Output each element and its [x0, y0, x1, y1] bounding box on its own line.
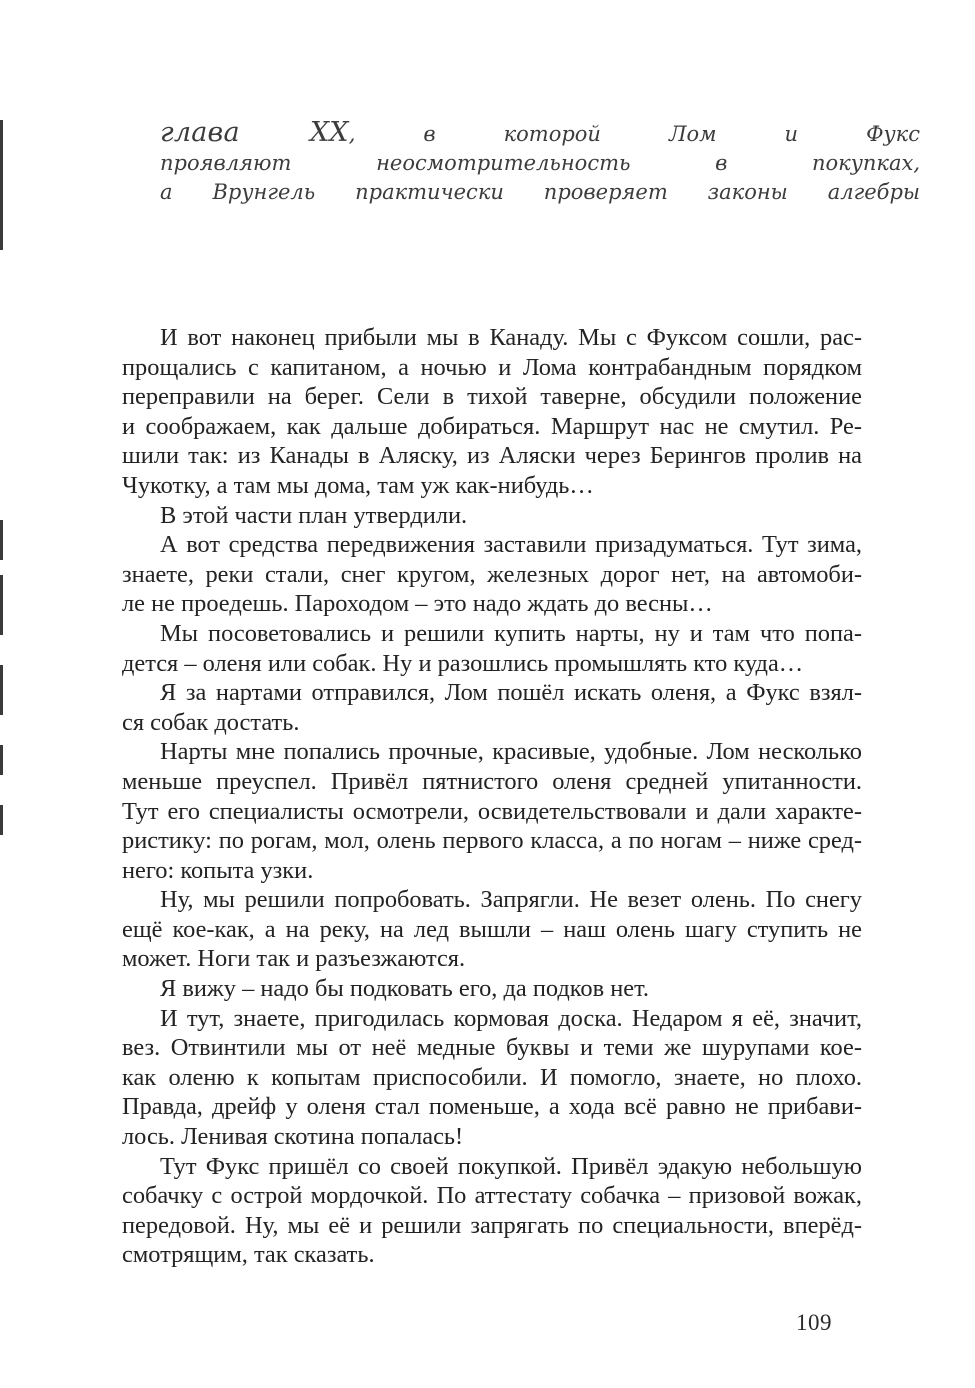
text-line: Нарты мне попались прочные, красивые, удобные. Лом несколько	[160, 738, 862, 766]
text-line: прощались с капитаном, а ночью и Лома контрабандным порядком	[122, 353, 862, 381]
paragraph	[122, 501, 862, 531]
chapter-heading	[160, 118, 920, 207]
text-line: Мы посоветовались и решили купить нарты, ну и там что попа-	[160, 619, 862, 647]
chapter-heading-line: а Врунгель практически проверяет законы алгебры	[160, 180, 920, 204]
text-line: переправили на берег. Сели в тихой таверне, обсудили положение	[122, 383, 862, 411]
text-line: А вот средства передвижения заставили призадуматься. Тут зима,	[160, 531, 862, 559]
text-line: смотрящим, так сказать.	[122, 1241, 375, 1269]
text-line: Правда, дрейф у оленя стал поменьше, а хода всё равно не прибави-	[122, 1093, 862, 1121]
text-line: Ну, мы решили попробовать. Запрягли. Не везет олень. По снегу	[160, 886, 862, 914]
text-line: ле не проедешь. Пароходом – это надо ждать до весны…	[122, 590, 713, 618]
text-line: и соображаем, как дальше добираться. Маршрут нас не смутил. Ре-	[122, 412, 862, 440]
text-line: вез. Отвинтили мы от неё медные буквы и теми же шурупами кое-	[122, 1034, 862, 1062]
paragraph	[122, 974, 862, 1004]
paragraph	[122, 1152, 862, 1270]
paragraph	[122, 678, 862, 737]
text-line: ся собак достать.	[122, 708, 300, 736]
page-edge-marks	[0, 0, 4, 1388]
paragraph	[122, 323, 862, 501]
edge-mark	[0, 120, 3, 250]
text-line: меньше преуспел. Привёл пятнистого оленя средней упитанности.	[122, 767, 862, 795]
page-number: 109	[796, 1310, 832, 1335]
paragraph	[122, 619, 862, 678]
text-line: И тут, знаете, пригодилась кормовая доска. Недаром я её, значит,	[160, 1004, 862, 1032]
text-line: может. Ноги так и разъезжаются.	[122, 945, 466, 973]
chapter-subtitle: , в которой Лом и Фукс	[348, 122, 920, 146]
text-line: Тут его специалисты осмотрели, освидетельствовали и дали характе-	[122, 797, 862, 825]
text-line: Я за нартами отправился, Лом пошёл искать оленя, а Фукс взял-	[160, 679, 862, 707]
edge-mark	[0, 665, 3, 715]
text-line: собачку с острой мордочкой. По аттестату собачка – призовой вожак,	[122, 1182, 862, 1210]
text-line: дется – оленя или собак. Ну и разошлись промышлять кто куда…	[122, 649, 804, 677]
edge-mark	[0, 745, 3, 775]
edge-mark	[0, 575, 3, 635]
text-line: шили так: из Канады в Аляску, из Аляски через Берингов пролив на	[122, 442, 862, 470]
text-line: ещё кое-как, а на реку, на лед вышли – наш олень шагу ступить не	[122, 915, 862, 943]
paragraph	[122, 885, 862, 974]
edge-mark	[0, 520, 3, 560]
text-line: Чукотку, а там мы дома, там уж как-нибудь…	[122, 471, 594, 499]
paragraph	[122, 530, 862, 619]
text-line: В этой части план утвердили.	[160, 501, 468, 529]
paragraph	[122, 737, 862, 885]
text-line: Тут Фукс пришёл со своей покупкой. Привёл эдакую небольшую	[160, 1152, 862, 1180]
chapter-heading-line: проявляют неосмотрительность в покупках,	[160, 151, 920, 175]
text-line: Я вижу – надо бы подковать его, да подков нет.	[160, 975, 650, 1003]
text-line: как оленю к копытам приспособили. И помогло, знаете, но плохо.	[122, 1063, 862, 1091]
chapter-heading-line	[160, 118, 920, 149]
text-line: передовой. Ну, мы её и решили запрягать по специальности, вперёд-	[122, 1211, 862, 1239]
edge-mark	[0, 805, 3, 835]
text-line: знаете, реки стали, снег кругом, железных дорог нет, на автомоби-	[122, 560, 862, 588]
text-line: лось. Ленивая скотина попалась!	[122, 1123, 464, 1151]
chapter-body	[122, 323, 862, 1270]
chapter-number: глава XX	[160, 117, 349, 148]
text-line: ристику: по рогам, мол, олень первого класса, а по ногам – ниже сред-	[122, 827, 862, 855]
paragraph	[122, 1004, 862, 1152]
text-line: И вот наконец прибыли мы в Канаду. Мы с Фуксом сошли, рас-	[160, 324, 862, 351]
text-line: него: копыта узки.	[122, 856, 314, 884]
